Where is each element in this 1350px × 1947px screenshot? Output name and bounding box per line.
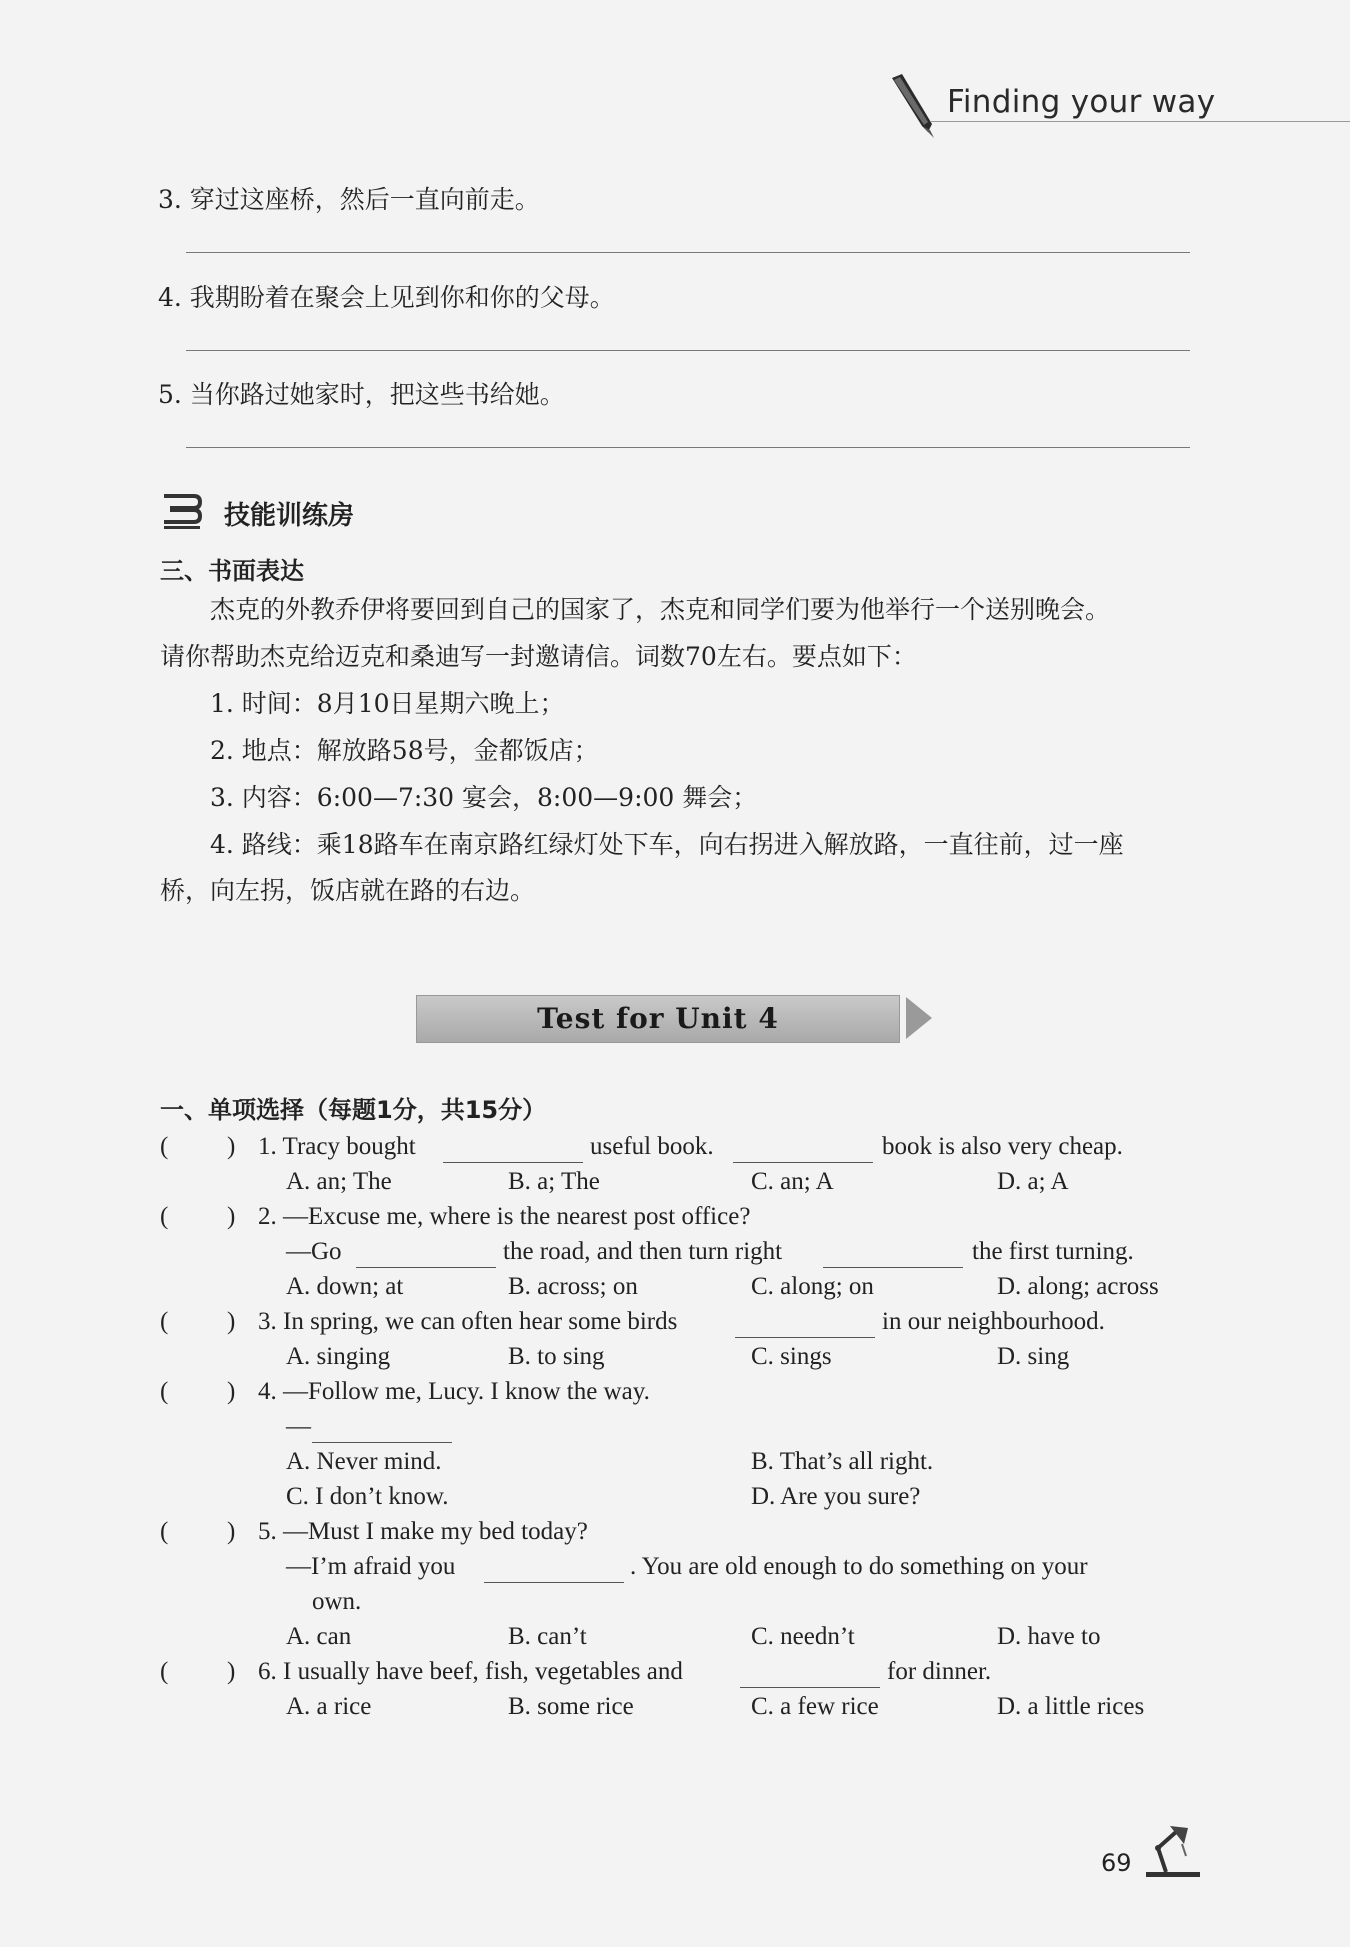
q3-text-b: in our neighbourhood. xyxy=(882,1308,1105,1335)
answer-line-4[interactable] xyxy=(186,350,1190,351)
q1-text-c: book is also very cheap. xyxy=(882,1133,1123,1160)
q1-blank-1[interactable] xyxy=(443,1162,583,1163)
q3-option-a: A. singing xyxy=(286,1343,391,1370)
answer-paren-open-5: ( xyxy=(160,1518,169,1545)
q4-dash: — xyxy=(286,1413,311,1440)
header-rule xyxy=(930,121,1350,122)
writing-heading: 三、书面表达 xyxy=(160,557,304,585)
q2-option-c: C. along; on xyxy=(751,1273,874,1300)
test-banner-title: Test for Unit 4 xyxy=(537,1002,779,1035)
q4-option-c: C. I don’t know. xyxy=(286,1483,449,1510)
q5-text-c: own. xyxy=(312,1588,362,1615)
q2-text-b: the road, and then turn right xyxy=(503,1238,783,1265)
q1-option-a: A. an; The xyxy=(286,1168,392,1195)
q1-text-b: useful book. xyxy=(590,1133,714,1160)
q1-text-a: 1. Tracy bought xyxy=(258,1133,416,1160)
answer-line-5[interactable] xyxy=(186,447,1190,448)
q1-option-b: B. a; The xyxy=(508,1168,600,1195)
q5-option-c: C. needn’t xyxy=(751,1623,855,1650)
point-4-cont: 桥，向左拐，饭店就在路的右边。 xyxy=(160,876,536,905)
q4-blank-1[interactable] xyxy=(312,1442,452,1443)
answer-line-3[interactable] xyxy=(186,252,1190,253)
part-title: 一、单项选择（每题1分，共15分） xyxy=(160,1096,547,1124)
q1-blank-2[interactable] xyxy=(733,1162,873,1163)
q6-option-c: C. a few rice xyxy=(751,1693,879,1720)
q5-text-a: —I’m afraid you xyxy=(286,1553,456,1580)
q6-option-a: A. a rice xyxy=(286,1693,372,1720)
q1-option-d: D. a; A xyxy=(997,1168,1069,1195)
q2-blank-1[interactable] xyxy=(356,1267,496,1268)
answer-paren-close-2: ) xyxy=(227,1203,236,1230)
answer-paren-close-1: ) xyxy=(227,1133,236,1160)
banner-arrow-icon xyxy=(904,995,934,1041)
q5-text-b: . You are old enough to do something on your xyxy=(630,1553,1088,1580)
translation-item-3: 3. 穿过这座桥，然后一直向前走。 xyxy=(158,185,540,214)
section-icon xyxy=(160,488,204,532)
q2-option-b: B. across; on xyxy=(508,1273,638,1300)
q4-option-b: B. That’s all right. xyxy=(751,1448,934,1475)
q5-option-a: A. can xyxy=(286,1623,352,1650)
page-number: 69 xyxy=(1101,1849,1132,1877)
point-1: 1. 时间：8月10日星期六晚上； xyxy=(210,689,565,718)
point-3: 3. 内容：6:00—7:30 宴会，8:00—9:00 舞会； xyxy=(210,783,758,812)
q4-option-d: D. Are you sure? xyxy=(751,1483,921,1510)
point-2: 2. 地点：解放路58号，金都饭店； xyxy=(210,736,599,765)
header-title: Finding your way xyxy=(947,84,1216,120)
q5-blank-1[interactable] xyxy=(484,1582,624,1583)
q2-text-a: —Go xyxy=(286,1238,342,1265)
q6-option-d: D. a little rices xyxy=(997,1693,1145,1720)
answer-paren-open-6: ( xyxy=(160,1658,169,1685)
q3-option-c: C. sings xyxy=(751,1343,832,1370)
section-title: 技能训练房 xyxy=(224,501,355,531)
q4-line-1: 4. —Follow me, Lucy. I know the way. xyxy=(258,1378,650,1405)
q3-text-a: 3. In spring, we can often hear some birds xyxy=(258,1308,678,1335)
q2-text-c: the first turning. xyxy=(972,1238,1134,1265)
q2-option-a: A. down; at xyxy=(286,1273,404,1300)
desk-lamp-icon xyxy=(1136,1822,1204,1880)
answer-paren-close-4: ) xyxy=(227,1378,236,1405)
q6-text-a: 6. I usually have beef, fish, vegetables and xyxy=(258,1658,683,1685)
q5-line-1: 5. —Must I make my bed today? xyxy=(258,1518,588,1545)
pen-icon xyxy=(888,72,944,142)
q6-option-b: B. some rice xyxy=(508,1693,634,1720)
answer-paren-open-3: ( xyxy=(160,1308,169,1335)
q2-blank-2[interactable] xyxy=(823,1267,963,1268)
answer-paren-open-4: ( xyxy=(160,1378,169,1405)
answer-paren-open-1: ( xyxy=(160,1133,169,1160)
q2-option-d: D. along; across xyxy=(997,1273,1159,1300)
answer-paren-close-5: ) xyxy=(227,1518,236,1545)
translation-item-5: 5. 当你路过她家时，把这些书给她。 xyxy=(158,380,565,409)
q3-option-b: B. to sing xyxy=(508,1343,605,1370)
q3-option-d: D. sing xyxy=(997,1343,1070,1370)
q1-option-c: C. an; A xyxy=(751,1168,834,1195)
answer-paren-close-3: ) xyxy=(227,1308,236,1335)
test-banner xyxy=(416,995,900,1043)
q2-line-1: 2. —Excuse me, where is the nearest post office? xyxy=(258,1203,751,1230)
q4-option-a: A. Never mind. xyxy=(286,1448,442,1475)
intro-line-2: 请你帮助杰克给迈克和桑迪写一封邀请信。词数70左右。要点如下： xyxy=(160,642,917,671)
point-4: 4. 路线：乘18路车在南京路红绿灯处下车，向右拐进入解放路，一直往前，过一座 xyxy=(210,830,1124,859)
answer-paren-open-2: ( xyxy=(160,1203,169,1230)
translation-item-4: 4. 我期盼着在聚会上见到你和你的父母。 xyxy=(158,283,615,312)
answer-paren-close-6: ) xyxy=(227,1658,236,1685)
q6-blank-1[interactable] xyxy=(740,1687,880,1688)
q5-option-d: D. have to xyxy=(997,1623,1101,1650)
q5-option-b: B. can’t xyxy=(508,1623,587,1650)
intro-line-1: 杰克的外教乔伊将要回到自己的国家了，杰克和同学们要为他举行一个送别晚会。 xyxy=(210,595,1111,624)
q3-blank-1[interactable] xyxy=(735,1337,875,1338)
q6-text-b: for dinner. xyxy=(887,1658,992,1685)
